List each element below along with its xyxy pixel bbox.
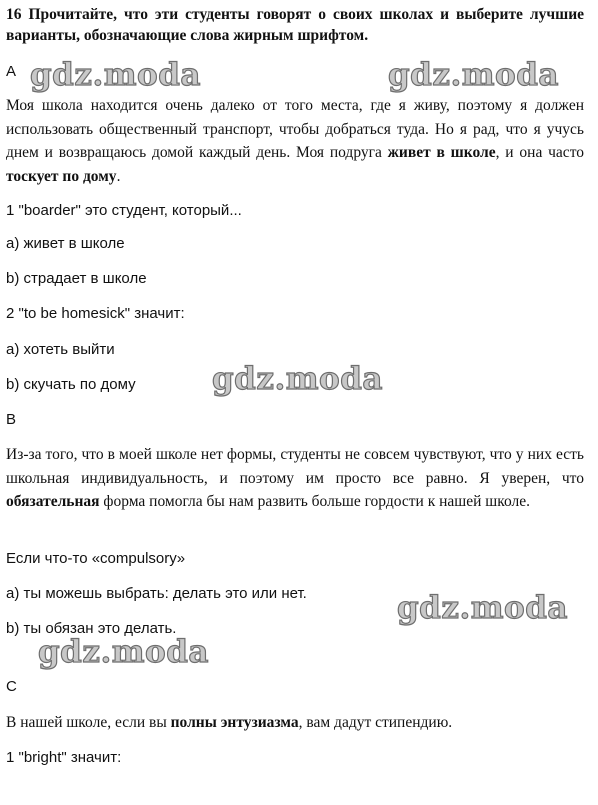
option-b-1-b: b) ты обязан это делать. xyxy=(6,620,177,637)
question-c-1: 1 "bright" значит: xyxy=(6,749,122,766)
task-heading xyxy=(6,4,584,46)
option-b-1-a: a) ты можешь выбрать: делать это или нет. xyxy=(6,585,307,602)
bold-term: тоскует по дому xyxy=(6,167,117,185)
option-a-1-a: a) живет в школе xyxy=(6,235,125,252)
option-a-1-b: b) страдает в школе xyxy=(6,270,147,287)
question-a-2: 2 "to be homesick" значит: xyxy=(6,305,185,322)
question-b-1: Если что-то «compulsory» xyxy=(6,550,186,567)
watermark: gdz.moda xyxy=(397,590,568,626)
option-a-2-a: a) хотеть выйти xyxy=(6,341,115,358)
option-a-2-b: b) скучать по дому xyxy=(6,376,136,393)
bold-term: живет в школе xyxy=(387,144,496,161)
watermark: gdz.moda xyxy=(212,361,383,397)
watermark: gdz.moda xyxy=(30,57,201,93)
section-label-b: B xyxy=(6,411,17,428)
section-label-c: C xyxy=(6,678,17,695)
watermark: gdz.moda xyxy=(388,57,559,93)
section-b-paragraph: Из-за того, что в моей школе нет формы, студенты не совсем чувствуют, что у них есть школьная индивидуальность, и поэтому им просто все равно. Я уверен, что обязательная форма помогла бы нам развить больше гордости к нашей школе. xyxy=(6,446,584,510)
question-a-1: 1 "boarder" это студент, который... xyxy=(6,202,242,219)
bold-term: обязательная xyxy=(6,493,100,510)
section-c-paragraph: В нашей школе, если вы полны энтузиазма, вам дадут стипендию. xyxy=(6,714,453,731)
task-instruction: Прочитайте, что эти студенты говорят о своих школах и выберите лучшие варианты, обозначающие слова жирным шрифтом. xyxy=(6,6,585,44)
bold-term: полны энтузиазма xyxy=(170,714,299,731)
section-a-paragraph: Моя школа находится очень далеко от того места, где я живу, поэтому я должен использовать общественный транспорт, чтобы добраться туда. Но я рад, что я учусь днем и возвращаюсь домой каждый день. Моя подруга живет в школе, и она часто тоскует по дому. xyxy=(6,97,585,185)
section-label-a: A xyxy=(6,63,17,80)
task-number: 16 xyxy=(6,6,22,23)
watermark: gdz.moda xyxy=(38,634,209,670)
